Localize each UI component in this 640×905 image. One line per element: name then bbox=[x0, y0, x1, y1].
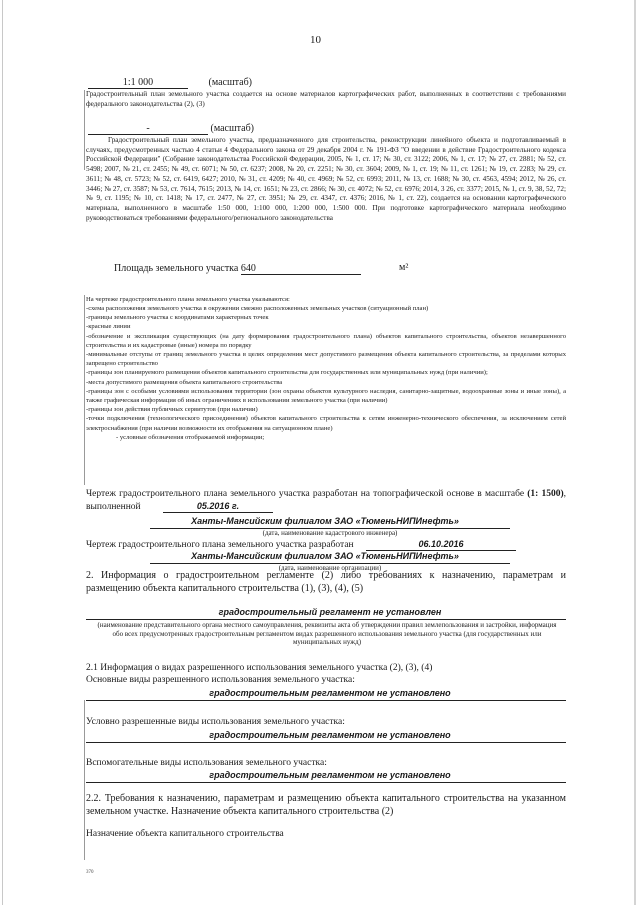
drawing1-block bbox=[86, 488, 566, 513]
section2-title: 2. Информация о градостроительном регламенте (2) либо требованиях к назначению, параметрам и размещению объекта капитального строительства (1), (3), (4), (5) bbox=[86, 570, 566, 594]
auxiliary-uses-underline bbox=[86, 782, 566, 783]
conditional-uses-underline bbox=[86, 742, 566, 743]
main-uses-underline bbox=[86, 700, 566, 701]
drawing-intro: На чертеже градостроительного плана земельного участка указываются: bbox=[86, 296, 290, 303]
paragraph-linear-object: Градостроительный план земельного участка, предназначенного для строительства, реконструкции линейного объекта и подготавливаемый в случаях, предусмотренных частью 4 статьи 4 Федерального закона от 29 декабря 2004 г. № 191-ФЗ "О введении в действие Градостроительного кодекса Российской Федерации" (Собрание законодательства Российской Федерации, 2005, № 1, ст. 17; № 30, ст. 3122; 2006, № 1, ст. 17; № 27, ст. 2881; № 52, ст. 5498; 2007, № 21, ст. 2455; № 49, ст. 6071; № 50, ст. 6237; 2008, № 20, ст. 2251; № 30, ст. 3604; 2009, № 1, ст. 19; № 11, ст. 1261; № 19, ст. 2283; № 29, ст. 3611; № 48, ст. 5723; № 52, ст. 6419, 6427; 2010, № 31, ст. 4209; № 40, ст. 4969; № 52, ст. 6993; 2011, № 13, ст. 1688; № 30, ст. 4563, 4594; 2012, № 26, ст. 3446; № 27, ст. 3587; № 53, ст. 7614, 7615; 2013, № 14, ст. 1651; № 23, ст. 2866; № 30, ст. 4072; № 52, ст. 6976; 2014, 3 26, ст. 3377; 2015, № 1, ст. 9, 38, 52, 72; № 9, ст. 1195; № 10, ст. 1418; № 17, ст. 2477, № 27, ст. 3951; № 29, ст. 4347, ст. 4376; 2016, № 1, ст. 22), создается на основании картографического материала, выполненного в масштабе 1:50 000, 1:100 000, 1:200 000, 1:500 000. При подготовке картографического материала необходимо руководствоваться требованиями федерального/регионального законодательства bbox=[86, 136, 566, 222]
scan-edge-left bbox=[2, 0, 3, 905]
scale-value-2: - bbox=[88, 123, 208, 135]
drawing-items-list bbox=[86, 304, 566, 442]
area-unit: м² bbox=[399, 262, 409, 273]
drawing1-prefix: Чертеж градостроительного плана земельного участка разработан на топографической основе в масштабе bbox=[86, 489, 525, 499]
drawing-item: -границы зон действия публичных сервитутов (при наличии) bbox=[86, 406, 258, 414]
drawing-item: -границы зон с особыми условиями использования территории (зон охраны объектов культурного наследия, санитарно-защитные, водоохранные зоны и иные зоны), а также графическая информация об иных ограничениях в использовании земельного участка (при наличии) bbox=[86, 387, 566, 405]
auxiliary-uses-value: градостроительным регламентом не установлено bbox=[209, 770, 451, 780]
drawing-item: - условные обозначения отображаемой информации; bbox=[116, 433, 265, 441]
page-number: 10 bbox=[310, 34, 321, 46]
section2-caption: (наименование представительного органа местного самоуправления, реквизиты акта об утверждении правил землепользования и застройки, информация обо всех предусмотренных градостроительным регламентом видах разрешенного использования земельного участка (для государственных или муниципальных нужд) bbox=[97, 621, 557, 647]
drawing-item: -границы зон планируемого размещения объектов капитального строительства для государственных или муниципальных нужд (при наличии); bbox=[86, 369, 488, 377]
section22-title: 2.2. Требования к назначению, параметрам и размещению объекта капитального строительства на указанном земельном участке. Назначение объекта капитального строительства (2) bbox=[86, 793, 566, 817]
drawing1-performed: , выполненной bbox=[86, 489, 566, 512]
drawing2-date: 06.10.2016 bbox=[366, 538, 516, 551]
drawing-item: -схема расположения земельного участка в окружении смежно расположенных земельных участков (ситуационный план) bbox=[86, 305, 429, 312]
main-uses-label: Основные виды разрешенного использования земельного участка: bbox=[86, 675, 355, 685]
auxiliary-uses-label: Вспомогательные виды использования земельного участка: bbox=[86, 758, 327, 768]
drawing1-date: 05.2016 г. bbox=[163, 500, 273, 513]
section2-underline bbox=[86, 619, 566, 620]
scan-edge-right bbox=[634, 0, 636, 905]
drawing2-prefix: Чертеж градостроительного плана земельного участка разработан bbox=[86, 540, 354, 550]
drawing-item: -обозначение и экспликация существующих (на дату формирования градостроительного плана) объектов капитального строительства, объектов незавершенного строительства и их кадастровые (иные) номера по порядку bbox=[86, 332, 566, 349]
scale-line-1 bbox=[88, 77, 252, 89]
drawing-item: -границы земельного участка с координатами характерных точек bbox=[86, 314, 269, 322]
conditional-uses-value: градостроительным регламентом не установлено bbox=[209, 730, 451, 740]
area-value: 640 bbox=[241, 263, 361, 275]
footer-mark: 370 bbox=[86, 870, 94, 875]
drawing2-org: Ханты-Мансийским филиалом ЗАО «ТюменьНИПИнефть» bbox=[191, 551, 459, 561]
scan-margin-mark bbox=[84, 700, 85, 860]
scale-value-1: 1:1 000 bbox=[88, 77, 188, 89]
area-line bbox=[114, 263, 414, 275]
main-uses-value: градостроительным регламентом не установлено bbox=[209, 688, 451, 698]
drawing-item: -красные линии bbox=[86, 323, 131, 331]
scan-margin-mark bbox=[84, 90, 85, 170]
drawing1-org: Ханты-Мансийским филиалом ЗАО «ТюменьНИПИнефть» bbox=[191, 516, 459, 526]
drawing1-caption: (дата, наименование кадастрового инженера) bbox=[262, 529, 398, 537]
drawing2-block bbox=[86, 538, 566, 551]
scale-label-2: (масштаб) bbox=[210, 123, 255, 134]
drawing1-scale: (1: 1500) bbox=[527, 489, 564, 499]
drawing-item: -места допустимого размещения объекта капитального строительства bbox=[86, 378, 283, 386]
area-label: Площадь земельного участка bbox=[114, 263, 239, 274]
purpose-label: Назначение объекта капитального строительства bbox=[86, 829, 284, 839]
conditional-uses-label: Условно разрешенные виды использования земельного участка: bbox=[86, 717, 345, 727]
scan-margin-mark bbox=[84, 295, 85, 485]
drawing-item: -минимальные отступы от границ земельного участка в целях определения мест допустимого размещения объекта капитального строительства, за пределами которых запрещено строительство bbox=[86, 351, 566, 368]
drawing2-caption: (дата, наименование организации) bbox=[278, 564, 382, 572]
scale-label-1: (масштаб) bbox=[208, 77, 253, 88]
section2-value: градостроительный регламент не установлен bbox=[218, 607, 442, 617]
drawing-item: -точки подключения (технологического присоединения) объектов капитального строительства к сетям инженерно-технического обеспечения, за исключением сетей электроснабжения (при наличии возможности их отображения на ситуационном плане) bbox=[86, 415, 566, 432]
section21-title: 2.1 Информация о видах разрешенного использования земельного участка (2), (3), (4) bbox=[86, 663, 433, 673]
paragraph-cartographic: Градостроительный план земельного участка создается на основе материалов картографических работ, выполненных в соответствии с требованиями федерального законодательства (2), (3) bbox=[86, 90, 566, 108]
scale-line-2 bbox=[88, 123, 254, 135]
